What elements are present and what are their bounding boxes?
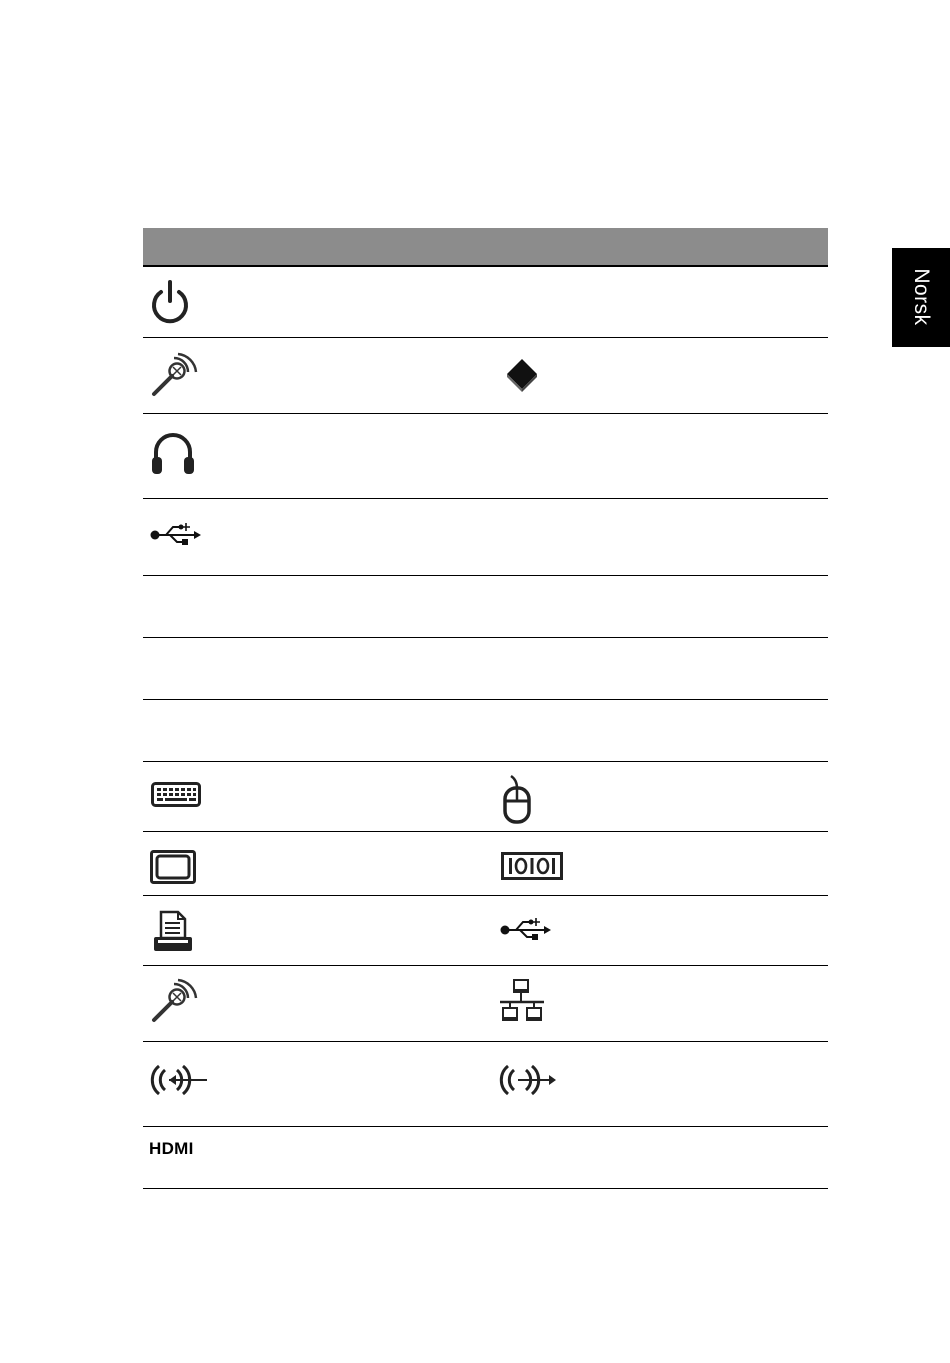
table-row [143, 338, 828, 414]
table-row [143, 1042, 828, 1127]
language-tab [892, 248, 950, 347]
printer-icon [152, 910, 196, 954]
keyboard-icon [151, 782, 201, 808]
headphone-icon [150, 430, 196, 476]
microphone-icon [150, 352, 200, 398]
connector-table [143, 228, 828, 1189]
mouse-icon [503, 774, 533, 824]
table-row [143, 832, 828, 896]
table-row [143, 267, 828, 338]
usb-icon [150, 523, 202, 547]
line-in-icon [149, 1060, 209, 1100]
usb-icon [500, 918, 552, 942]
network-icon [498, 978, 546, 1026]
serial-port-icon [501, 852, 563, 880]
monitor-icon [150, 850, 196, 884]
table-row [143, 896, 828, 966]
table-row [143, 1127, 828, 1189]
line-out-icon [498, 1060, 558, 1100]
table-row [143, 638, 828, 700]
table-row [143, 499, 828, 576]
table-row [143, 966, 828, 1042]
table-row [143, 762, 828, 832]
hdmi-label: HDMI [149, 1139, 194, 1158]
microphone-icon [150, 978, 200, 1024]
language-tab-label: Norsk [910, 268, 933, 326]
table-header [143, 228, 828, 267]
power-icon [149, 279, 191, 327]
table-row [143, 576, 828, 638]
table-row [143, 700, 828, 762]
media-card-reader-icon [505, 358, 539, 392]
table-row [143, 414, 828, 499]
